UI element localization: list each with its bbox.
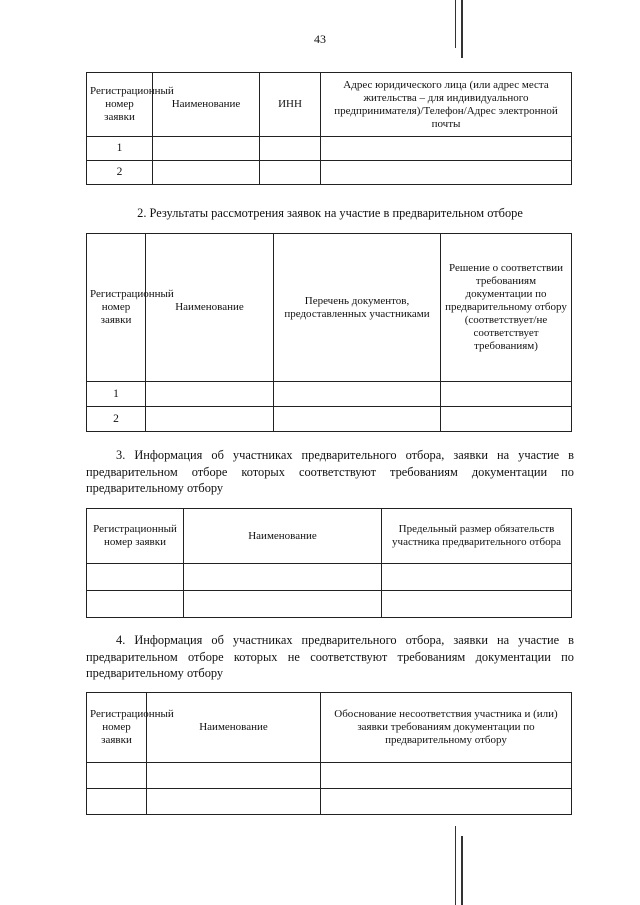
section-paragraph: 3. Информация об участниках предварительного отбора, заявки на участие в предварительном отборе которых соответствуют требованиям документации по предварительному отбору [86,448,574,495]
section-paragraph: 4. Информация об участниках предварительного отбора, заявки на участие в предварительном отборе которых не соответствуют требованиям документации по предварительному отбору [86,633,574,680]
table-cell [260,161,321,185]
table-cell [382,591,572,618]
table-cell [147,789,321,815]
scan-line [461,0,463,58]
column-header: Регистрационный номер заявки [87,234,146,382]
section-heading: 2. Результаты рассмотрения заявок на участие в предварительном отборе [137,206,523,220]
eligible-participants-table [86,508,572,618]
table-cell [184,564,382,591]
table-row [87,137,572,161]
column-header: Наименование [153,73,260,137]
column-header: Адрес юридического лица (или адрес места жительства – для индивидуального предпринимателя)/Телефон/Адрес электронной почты [321,73,572,137]
table-row [87,407,572,432]
table-header-row [87,509,572,564]
table-cell [274,407,441,432]
table-cell [441,407,572,432]
table-row [87,591,572,618]
table-cell [87,763,147,789]
table-row [87,161,572,185]
table-cell [441,382,572,407]
table-header-row [87,693,572,763]
table-cell [184,591,382,618]
table-row [87,763,572,789]
table-cell [321,161,572,185]
table-cell [147,763,321,789]
table-row [87,789,572,815]
applicants-table [86,72,572,185]
column-header: Наименование [147,693,321,763]
table-cell [146,407,274,432]
column-header: Перечень документов, предоставленных участниками [274,234,441,382]
table-cell [321,763,572,789]
column-header: Предельный размер обязательств участника предварительного отбора [382,509,572,564]
row-number: 2 [87,407,146,432]
row-number: 1 [87,382,146,407]
table-cell [321,789,572,815]
column-header: Регистрационный номер заявки [87,73,153,137]
table-cell [87,789,147,815]
column-header: ИНН [260,73,321,137]
table-header-row [87,234,572,382]
column-header: Регистрационный номер заявки [87,509,184,564]
ineligible-participants-table [86,692,572,815]
table-cell [260,137,321,161]
column-header: Наименование [184,509,382,564]
review-results-table [86,233,572,432]
table-cell [87,591,184,618]
table-row [87,564,572,591]
table-cell [382,564,572,591]
scan-line [461,836,463,905]
page-number: 43 [314,32,326,46]
column-header: Регистрационный номер заявки [87,693,147,763]
table-row [87,382,572,407]
table-cell [146,382,274,407]
row-number: 1 [87,137,153,161]
row-number: 2 [87,161,153,185]
column-header: Решение о соответствии требованиям документации по предварительному отбору (соответствует/не соответствует требованиям) [441,234,572,382]
column-header: Наименование [146,234,274,382]
column-header: Обоснование несоответствия участника и (или) заявки требованиям документации по предварительному отбору [321,693,572,763]
table-cell [153,137,260,161]
scan-line [455,826,456,905]
table-header-row [87,73,572,137]
table-cell [153,161,260,185]
table-cell [274,382,441,407]
table-cell [87,564,184,591]
table-cell [321,137,572,161]
